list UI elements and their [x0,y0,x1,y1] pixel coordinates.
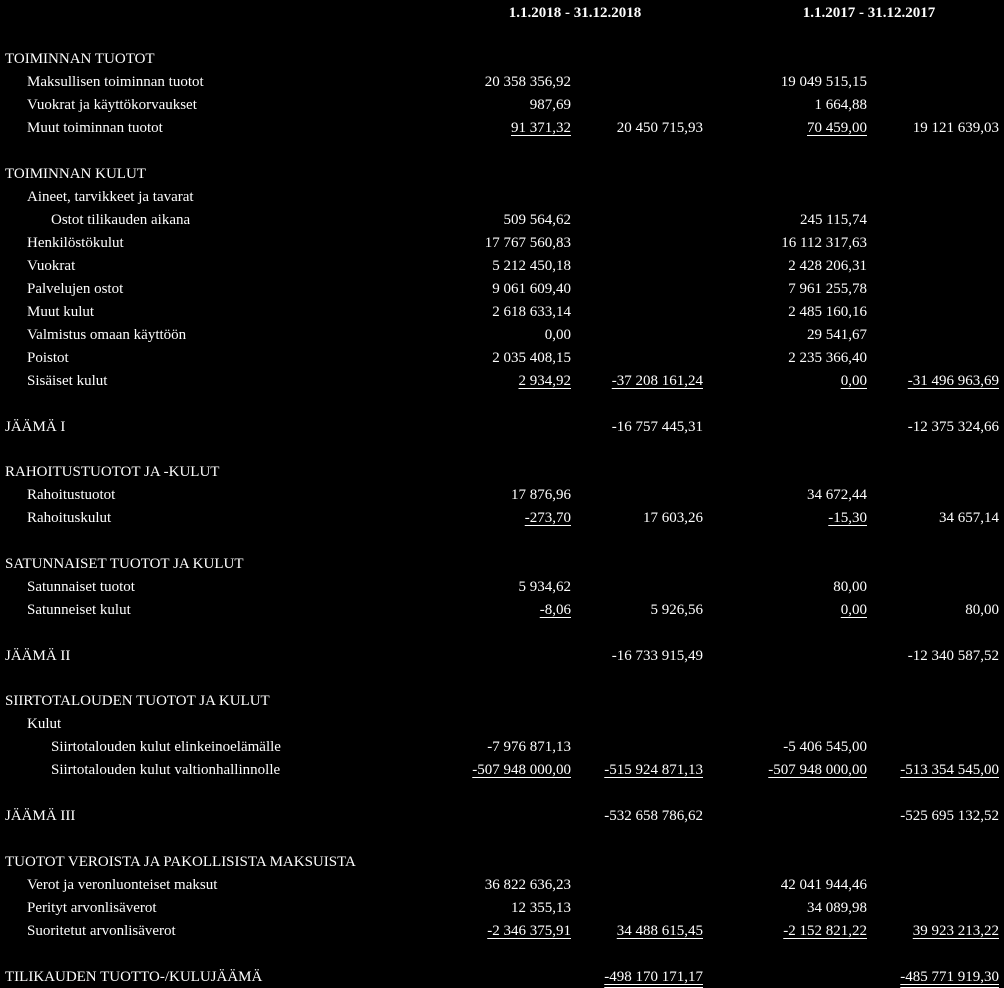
row-label: Verot ja veronluonteiset maksut [27,877,218,893]
row-total-value: 5 926,56 [650,602,703,618]
row-label: SATUNNAISET TUOTOT JA KULUT [5,556,244,572]
row-label: Kulut [27,716,62,732]
row-item-value: 34 089,98 [807,900,867,916]
row-item-value: 509 564,62 [503,212,571,228]
row-item-value: 2 934,92 [518,373,571,389]
table-row [0,511,1004,529]
row-label: TUOTOT VEROISTA JA PAKOLLISISTA MAKSUISTA [5,854,356,870]
row-label: JÄÄMÄ I [5,419,66,435]
row-label: Sisäiset kulut [27,373,108,389]
row-item-value: -2 346 375,91 [487,923,571,939]
row-total-value: 39 923 213,22 [912,923,999,939]
row-label: Siirtotalouden kulut elinkeinoelämälle [51,739,281,755]
row-total-value: 34 657,14 [939,510,999,526]
row-label: Rahoituskulut [27,510,112,526]
table-row [0,740,1004,758]
row-item-value: 5 934,62 [518,579,571,595]
row-total-value: -532 658 786,62 [604,808,703,824]
row-item-value: 0,00 [544,327,571,343]
row-item-value: 91 371,32 [511,120,571,136]
table-row [0,305,1004,323]
row-label: TOIMINNAN KULUT [5,166,146,182]
row-item-value: -7 976 871,13 [487,739,571,755]
row-item-value: -8,06 [539,602,571,618]
table-row [0,924,1004,942]
table-row [0,557,1004,575]
row-item-value: 2 485 160,16 [788,304,867,320]
table-row [0,328,1004,346]
row-item-value: 19 049 515,15 [780,74,867,90]
row-label: Perityt arvonlisäverot [27,900,157,916]
row-label: Henkilöstökulut [27,235,124,251]
row-label: Vuokrat [27,258,76,274]
row-item-value: 29 541,67 [807,327,867,343]
row-item-value: 36 822 636,23 [484,877,571,893]
row-total-value: -513 354 545,00 [900,762,999,778]
row-label: Valmistus omaan käyttöön [27,327,187,343]
row-total-value: 80,00 [965,602,999,618]
table-row [0,970,1004,988]
row-total-value: 17 603,26 [643,510,703,526]
row-item-value: 17 876,96 [511,487,571,503]
row-total-value: -515 924 871,13 [604,762,703,778]
row-item-value: 2 618 633,14 [492,304,571,320]
row-total-value: -16 757 445,31 [611,419,703,435]
table-row [0,374,1004,392]
row-item-value: 0,00 [840,602,867,618]
row-total-value: -485 771 919,30 [900,969,999,985]
row-item-value: 987,69 [529,97,571,113]
row-label: JÄÄMÄ III [5,808,76,824]
row-item-value: -507 948 000,00 [768,762,867,778]
table-row [0,488,1004,506]
row-item-value: 16 112 317,63 [781,235,867,251]
row-item-value: 70 459,00 [807,120,867,136]
table-row [0,855,1004,873]
row-item-value: 7 961 255,78 [788,281,867,297]
row-item-value: -273,70 [524,510,571,526]
row-label: Satunnaiset tuotot [27,579,135,595]
row-label: Maksullisen toiminnan tuotot [27,74,204,90]
row-item-value: 34 672,44 [807,487,867,503]
table-row [0,98,1004,116]
row-label: RAHOITUSTUOTOT JA -KULUT [5,464,220,480]
row-total-value: 19 121 639,03 [912,120,999,136]
table-row [0,351,1004,369]
table-row [0,878,1004,896]
row-total-value: -31 496 963,69 [907,373,999,389]
row-item-value: 17 767 560,83 [484,235,571,251]
row-total-value: 34 488 615,45 [616,923,703,939]
table-row [0,259,1004,277]
row-item-value: -5 406 545,00 [783,739,867,755]
row-item-value: 9 061 609,40 [492,281,571,297]
row-total-value: -498 170 171,17 [604,969,703,985]
row-item-value: 5 212 450,18 [492,258,571,274]
table-row [0,717,1004,735]
row-label: TOIMINNAN TUOTOT [5,51,155,67]
row-item-value: 12 355,13 [511,900,571,916]
row-label: Vuokrat ja käyttökorvaukset [27,97,197,113]
table-row [0,167,1004,185]
table-row [0,282,1004,300]
row-label: TILIKAUDEN TUOTTO-/KULUJÄÄMÄ [5,969,263,985]
row-item-value: 1 664,88 [814,97,867,113]
table-row [0,763,1004,781]
table-row [0,580,1004,598]
row-item-value: 20 358 356,92 [484,74,571,90]
period-header-2018: 1.1.2018 - 31.12.2018 [508,5,642,21]
row-total-value: -16 733 915,49 [611,648,703,664]
table-row [0,75,1004,93]
row-label: Ostot tilikauden aikana [51,212,191,228]
row-item-value: 80,00 [833,579,867,595]
row-item-value: -15,30 [828,510,867,526]
row-item-value: -2 152 821,22 [783,923,867,939]
row-item-value: 2 035 408,15 [492,350,571,366]
table-row [0,901,1004,919]
row-label: Poistot [27,350,69,366]
row-total-value: -12 340 587,52 [907,648,999,664]
table-row [0,190,1004,208]
table-row [0,603,1004,621]
table-row [0,694,1004,712]
row-item-value: 2 428 206,31 [788,258,867,274]
row-label: SIIRTOTALOUDEN TUOTOT JA KULUT [5,693,270,709]
row-label: Muut kulut [27,304,95,320]
row-total-value: -37 208 161,24 [611,373,703,389]
row-item-value: 245 115,74 [800,212,867,228]
row-label: Satunneiset kulut [27,602,131,618]
row-item-value: 0,00 [840,373,867,389]
row-total-value: -12 375 324,66 [907,419,999,435]
period-header-2017: 1.1.2017 - 31.12.2017 [802,5,936,21]
table-row [0,52,1004,70]
table-row [0,121,1004,139]
row-label: Rahoitustuotot [27,487,116,503]
table-row [0,420,1004,438]
table-row [0,465,1004,483]
row-item-value: 42 041 944,46 [780,877,867,893]
row-label: Palvelujen ostot [27,281,124,297]
row-label: JÄÄMÄ II [5,648,71,664]
table-row [0,236,1004,254]
row-item-value: 2 235 366,40 [788,350,867,366]
table-row [0,213,1004,231]
row-label: Aineet, tarvikkeet ja tavarat [27,189,194,205]
row-total-value: -525 695 132,52 [900,808,999,824]
row-total-value: 20 450 715,93 [616,120,703,136]
row-label: Siirtotalouden kulut valtionhallinnolle [51,762,281,778]
row-item-value: -507 948 000,00 [472,762,571,778]
table-row [0,809,1004,827]
table-row [0,649,1004,667]
row-label: Suoritetut arvonlisäverot [27,923,176,939]
row-label: Muut toiminnan tuotot [27,120,163,136]
